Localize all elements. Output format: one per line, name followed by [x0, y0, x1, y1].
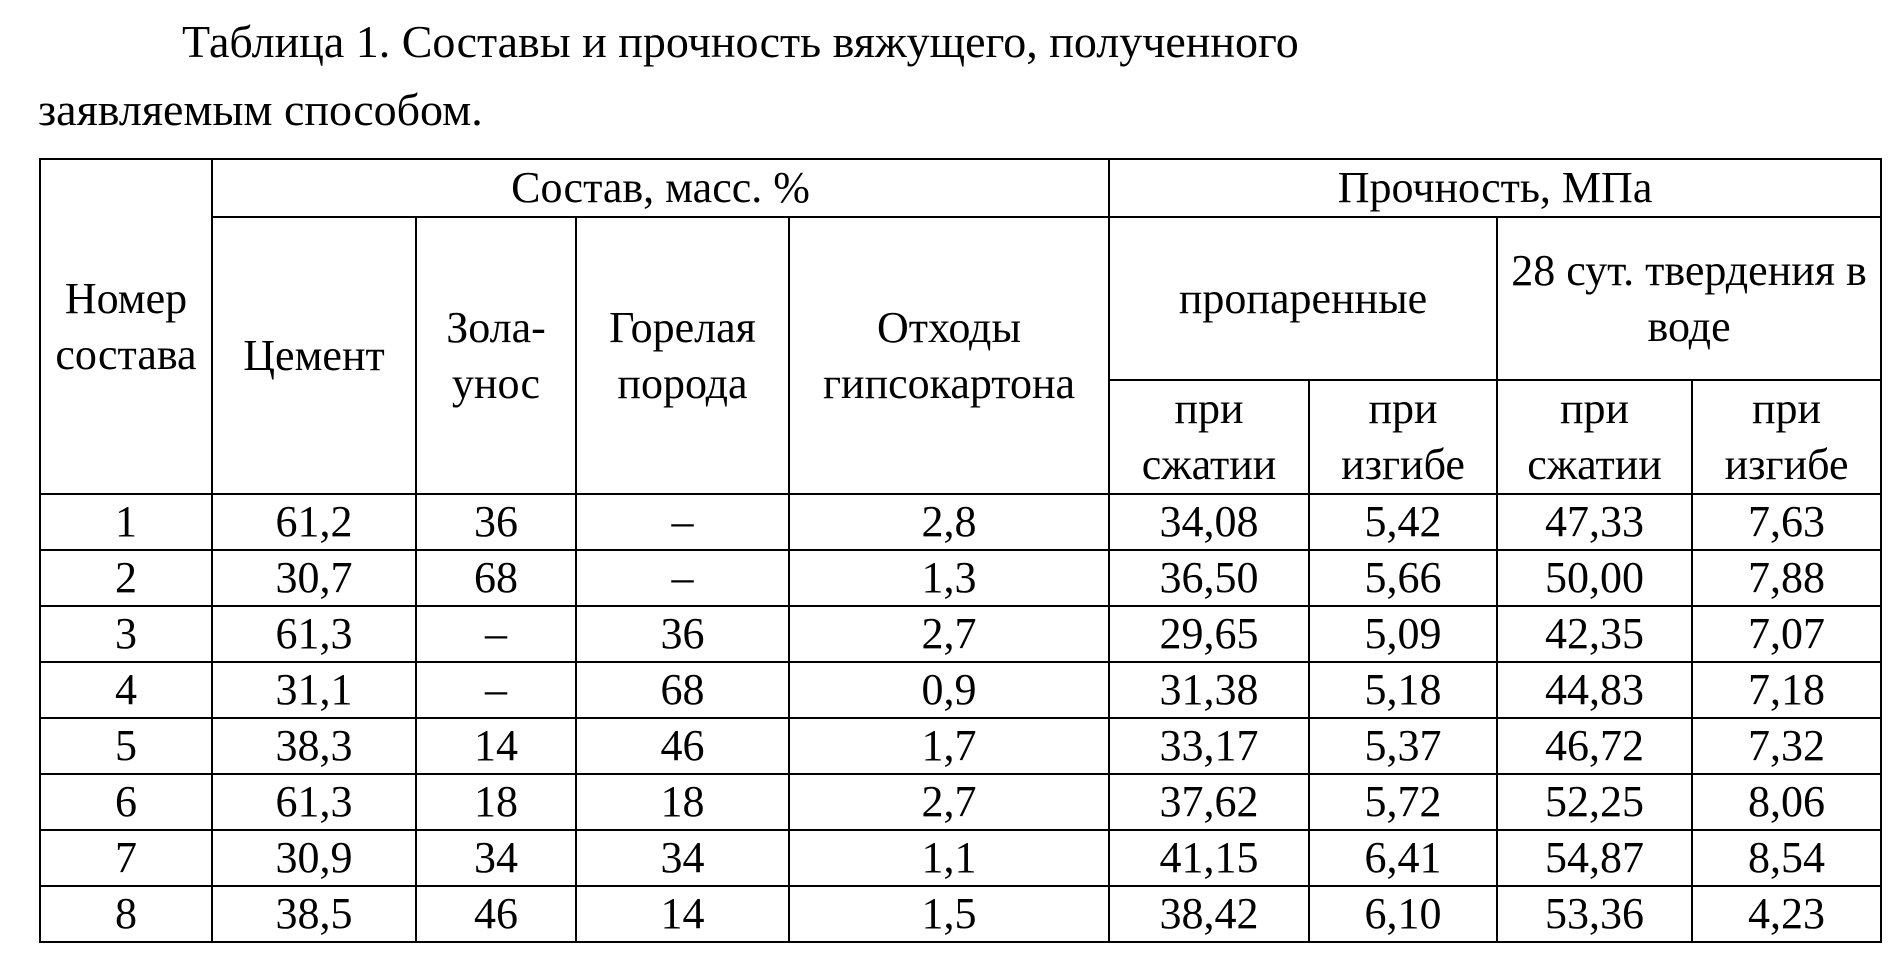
cell-number: 1	[40, 494, 212, 550]
cell-fly-ash: 46	[416, 886, 576, 942]
header-fly-ash: Зола-унос	[416, 217, 576, 494]
cell-steamed-bending: 5,18	[1309, 662, 1497, 718]
cell-cement: 38,5	[212, 886, 416, 942]
cell-fly-ash: 36	[416, 494, 576, 550]
cell-fly-ash: 34	[416, 830, 576, 886]
header-steamed-bending: при изгибе	[1309, 380, 1497, 494]
cell-steamed-compression: 41,15	[1109, 830, 1309, 886]
cell-number: 2	[40, 550, 212, 606]
cell-steamed-bending: 5,66	[1309, 550, 1497, 606]
table-row	[40, 494, 1881, 550]
table-row	[40, 662, 1881, 718]
cell-number: 4	[40, 662, 212, 718]
cell-steamed-compression: 33,17	[1109, 718, 1309, 774]
table-row	[40, 774, 1881, 830]
cell-number: 8	[40, 886, 212, 942]
cell-burnt-rock: 46	[576, 718, 789, 774]
cell-drywall-waste: 1,1	[789, 830, 1109, 886]
cell-drywall-waste: 1,7	[789, 718, 1109, 774]
cell-steamed-bending: 5,72	[1309, 774, 1497, 830]
table-row	[40, 830, 1881, 886]
header-cement: Цемент	[212, 217, 416, 494]
table-row	[40, 550, 1881, 606]
cell-cement: 30,9	[212, 830, 416, 886]
cell-cement: 31,1	[212, 662, 416, 718]
header-drywall-waste: Отходы гипсокартона	[789, 217, 1109, 494]
cell-drywall-waste: 1,5	[789, 886, 1109, 942]
cell-cement: 61,3	[212, 606, 416, 662]
cell-fly-ash: –	[416, 662, 576, 718]
cell-water-bending: 4,23	[1692, 886, 1881, 942]
cell-fly-ash: 68	[416, 550, 576, 606]
header-number: Номер состава	[40, 159, 212, 494]
cell-steamed-bending: 5,37	[1309, 718, 1497, 774]
header-steamed: пропаренные	[1109, 217, 1497, 380]
cell-burnt-rock: –	[576, 550, 789, 606]
cell-cement: 38,3	[212, 718, 416, 774]
table-row	[40, 886, 1881, 942]
cell-water-bending: 7,32	[1692, 718, 1881, 774]
table-row	[40, 606, 1881, 662]
header-strength: Прочность, МПа	[1109, 159, 1881, 217]
cell-burnt-rock: 68	[576, 662, 789, 718]
cell-water-bending: 7,63	[1692, 494, 1881, 550]
cell-drywall-waste: 2,7	[789, 774, 1109, 830]
cell-steamed-compression: 29,65	[1109, 606, 1309, 662]
cell-drywall-waste: 2,7	[789, 606, 1109, 662]
header-water-bending: при изгибе	[1692, 380, 1881, 494]
cell-water-compression: 42,35	[1497, 606, 1692, 662]
cell-water-bending: 7,88	[1692, 550, 1881, 606]
cell-water-compression: 46,72	[1497, 718, 1692, 774]
cell-burnt-rock: 14	[576, 886, 789, 942]
cell-steamed-compression: 36,50	[1109, 550, 1309, 606]
header-water-compression: при сжатии	[1497, 380, 1692, 494]
cell-fly-ash: –	[416, 606, 576, 662]
header-burnt-rock: Горелая порода	[576, 217, 789, 494]
cell-water-compression: 44,83	[1497, 662, 1692, 718]
cell-burnt-rock: 36	[576, 606, 789, 662]
composition-strength-table	[39, 158, 1882, 943]
cell-water-compression: 54,87	[1497, 830, 1692, 886]
cell-drywall-waste: 2,8	[789, 494, 1109, 550]
cell-steamed-compression: 31,38	[1109, 662, 1309, 718]
cell-water-compression: 53,36	[1497, 886, 1692, 942]
cell-water-bending: 7,18	[1692, 662, 1881, 718]
cell-water-bending: 8,06	[1692, 774, 1881, 830]
cell-fly-ash: 14	[416, 718, 576, 774]
cell-water-compression: 47,33	[1497, 494, 1692, 550]
cell-cement: 61,2	[212, 494, 416, 550]
cell-steamed-bending: 6,10	[1309, 886, 1497, 942]
cell-steamed-bending: 5,42	[1309, 494, 1497, 550]
cell-cement: 61,3	[212, 774, 416, 830]
cell-burnt-rock: 18	[576, 774, 789, 830]
header-composition: Состав, масс. %	[212, 159, 1109, 217]
cell-water-compression: 52,25	[1497, 774, 1692, 830]
caption-line-2: заявляемым способом.	[38, 84, 483, 135]
cell-water-bending: 7,07	[1692, 606, 1881, 662]
table-row	[40, 718, 1881, 774]
cell-water-bending: 8,54	[1692, 830, 1881, 886]
cell-cement: 30,7	[212, 550, 416, 606]
cell-burnt-rock: 34	[576, 830, 789, 886]
table-caption	[38, 8, 1858, 144]
cell-steamed-bending: 5,09	[1309, 606, 1497, 662]
cell-fly-ash: 18	[416, 774, 576, 830]
cell-number: 6	[40, 774, 212, 830]
cell-number: 7	[40, 830, 212, 886]
cell-burnt-rock: –	[576, 494, 789, 550]
cell-drywall-waste: 0,9	[789, 662, 1109, 718]
cell-steamed-bending: 6,41	[1309, 830, 1497, 886]
cell-number: 3	[40, 606, 212, 662]
caption-line-1: Таблица 1. Составы и прочность вяжущего, полученного	[182, 16, 1299, 67]
cell-water-compression: 50,00	[1497, 550, 1692, 606]
header-steamed-compression: при сжатии	[1109, 380, 1309, 494]
cell-steamed-compression: 34,08	[1109, 494, 1309, 550]
cell-drywall-waste: 1,3	[789, 550, 1109, 606]
header-water-28: 28 сут. твердения в воде	[1497, 217, 1881, 380]
cell-number: 5	[40, 718, 212, 774]
cell-steamed-compression: 37,62	[1109, 774, 1309, 830]
cell-steamed-compression: 38,42	[1109, 886, 1309, 942]
